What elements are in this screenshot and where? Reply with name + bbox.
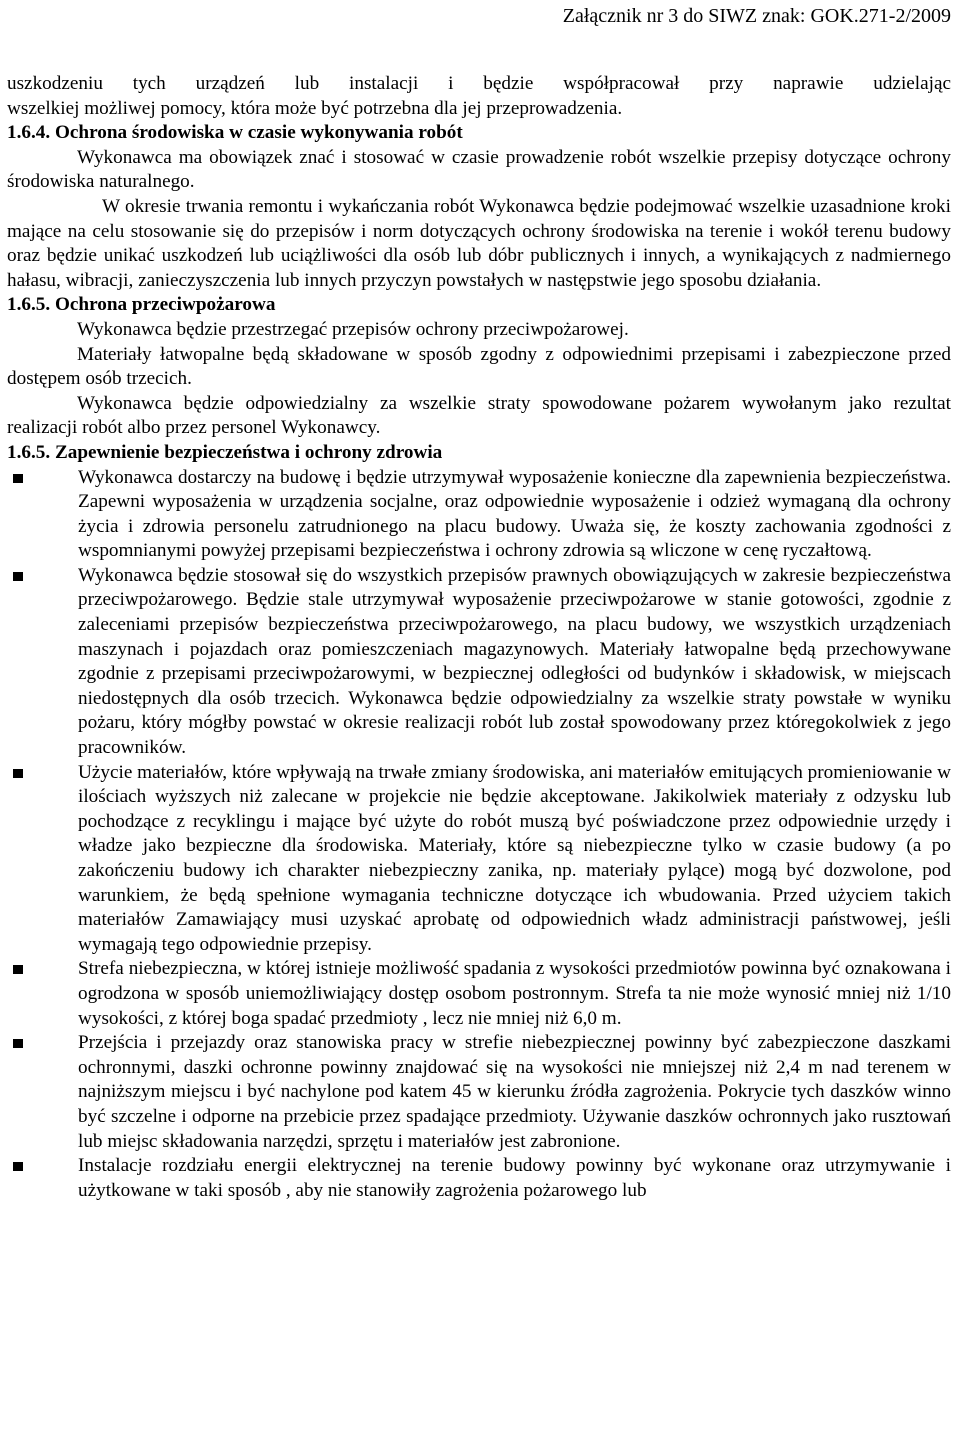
list-item-text: Przejścia i przejazdy oraz stanowiska pracy w strefie niebezpiecznej powinny być zabezpieczone daszkami ochronnymi, daszki ochronne powinny znajdować się na wysokości nie mniejszej niż 2,4 m nad terenem w najniższym miejscu i być nachylone pod katem 45 w kierunku źródła zagrożenia. Pokrycie tych daszków winno być szczelne i odporne na przebicie przez spadające przedmioty. Używanie daszków ochronnych jako rusztowań lub miejsc składowania narzędzi, sprzętu i materiałów jest zabronione. [78, 1032, 951, 1152]
section-1-6-5-fire-paragraph-3: Wykonawca będzie odpowiedzialny za wszelkie straty spowodowane pożarem wywołanym jako rezultat realizacji robót albo przez personel Wykonawcy. [7, 392, 951, 439]
square-bullet-icon [13, 1162, 23, 1171]
square-bullet-icon [13, 965, 23, 974]
square-bullet-icon [13, 474, 23, 483]
document-body [7, 72, 951, 1203]
list-item-text: Wykonawca będzie stosował się do wszystkich przepisów prawnych obowiązujących w zakresie bezpieczeństwa przeciwpożarowego. Będzie stale utrzymywał wyposażenie przeciwpożarowe w stanie gotowości, zgodnie z zaleceniami przepisów bezpieczeństwa przeciwpożarowego, na placu budowy, we wszystkich urządzeniach maszynach i pojazdach oraz pomieszczeniach magazynowych. Materiały łatwopalne będą przechowywane zgodnie z przepisami przeciwpożarowymi, w bezpiecznej odległości od budynków i składowisk, w miejscach niedostępnych dla osób trzecich. Wykonawca będzie odpowiedzialny za wszelkie straty powstałe w wyniku pożaru, który mógłby powstać w okresie realizacji robót lub został spowodowany przez któregokolwiek z jego pracowników. [78, 564, 951, 759]
safety-bullet-list [7, 466, 951, 1204]
section-heading-1-6-4: 1.6.4. Ochrona środowiska w czasie wykonywania robót [7, 122, 463, 144]
square-bullet-icon [13, 572, 23, 581]
list-item [7, 1154, 951, 1203]
list-item-text: Instalacje rozdziału energii elektrycznej na terenie budowy powinny być wykonane oraz utrzymywanie i użytkowane w taki sposób , aby nie stanowiły zagrożenia pożarowego lub [78, 1155, 951, 1201]
section-heading-1-6-5-safety: 1.6.5. Zapewnienie bezpieczeństwa i ochrony zdrowia [7, 441, 443, 463]
page-header: Załącznik nr 3 do SIWZ znak: GOK.271-2/2009 [562, 5, 951, 27]
list-item [7, 466, 951, 564]
intro-line-2: wszelkiej możliwej pomocy, która może być potrzebna dla jej przeprowadzenia. [7, 97, 623, 119]
list-item-text: Użycie materiałów, które wpływają na trwałe zmiany środowiska, ani materiałów emitujących promieniowanie w ilościach wyższych niż zalecane w projekcie nie będzie akceptowane. Jakikolwiek materiały z odzysku lub pochodzące z recyklingu i mające być użyte do robót muszą być poświadczone przez odpowiednie urzędy i władze jako bezpieczne dla środowiska. Materiały, które są niebezpieczne tylko w czasie budowy (a po zakończeniu budowy ich charakter niebezpieczny zanika, np. materiały pylące) mogą być dozwolone, pod warunkiem, że będą spełnione wymagania techniczne dotyczące ich wbudowania. Przed użyciem takich materiałów Zamawiający musi uzyskać aprobatę od odpowiednich władz administracji państwowej, jeśli wymagają tego odpowiednie przepisy. [78, 761, 951, 955]
section-1-6-4-paragraph-1: Wykonawca ma obowiązek znać i stosować w czasie prowadzenie robót wszelkie przepisy dotyczące ochrony środowiska naturalnego. [7, 146, 951, 193]
list-item-text: Strefa niebezpieczna, w której istnieje możliwość spadania z wysokości przedmiotów powinna być oznakowana i ogrodzona w sposób uniemożliwiający dostęp osobom postronnym. Strefa ta nie może wynosić mniej niż 1/10 wysokości, z której boga spadać przedmioty , lecz nie mniej niż 6,0 m. [78, 958, 951, 1029]
list-item [7, 564, 951, 761]
list-item [7, 761, 951, 958]
section-1-6-5-fire-paragraph-1: Wykonawca będzie przestrzegać przepisów ochrony przeciwpożarowej. [77, 318, 629, 340]
list-item-text: Wykonawca dostarczy na budowę i będzie utrzymywał wyposażenie konieczne dla zapewnienia bezpieczeństwa. Zapewni wyposażenia w urządzenia socjalne, oraz odpowiednie wyposażenie i odzież wymaganą dla ochrony życia i zdrowia personelu zatrudnionego na placu budowy. Uważa się, że koszty zachowania zgodności z wspomnianymi powyżej przepisami bezpieczeństwa i ochrony zdrowia są wliczone w cenę ryczałtową. [78, 466, 951, 562]
square-bullet-icon [13, 1039, 23, 1048]
section-heading-1-6-5-fire: 1.6.5. Ochrona przeciwpożarowa [7, 294, 276, 316]
section-1-6-5-fire-paragraph-2: Materiały łatwopalne będą składowane w sposób zgodny z odpowiednimi przepisami i zabezpieczone przed dostępem osób trzecich. [7, 343, 951, 390]
section-1-6-4-paragraph-2: W okresie trwania remontu i wykańczania robót Wykonawca będzie podejmować wszelkie uzasadnione kroki mające na celu stosowanie się do przepisów i norm dotyczących ochrony środowiska na terenie i wokół terenu budowy oraz będzie unikać uszkodzeń lub uciążliwości dla osób lub dóbr publicznych i innych, a wynikających z nadmiernego hałasu, wibracji, zanieczyszczenia lub innych przyczyn powstałych w następstwie jego sposobu działania. [7, 195, 951, 291]
square-bullet-icon [13, 769, 23, 778]
list-item [7, 1031, 951, 1154]
list-item [7, 957, 951, 1031]
intro-line-1: uszkodzeniu tych urządzeń lub instalacji i będzie współpracował przy naprawie udzielając [7, 73, 951, 94]
